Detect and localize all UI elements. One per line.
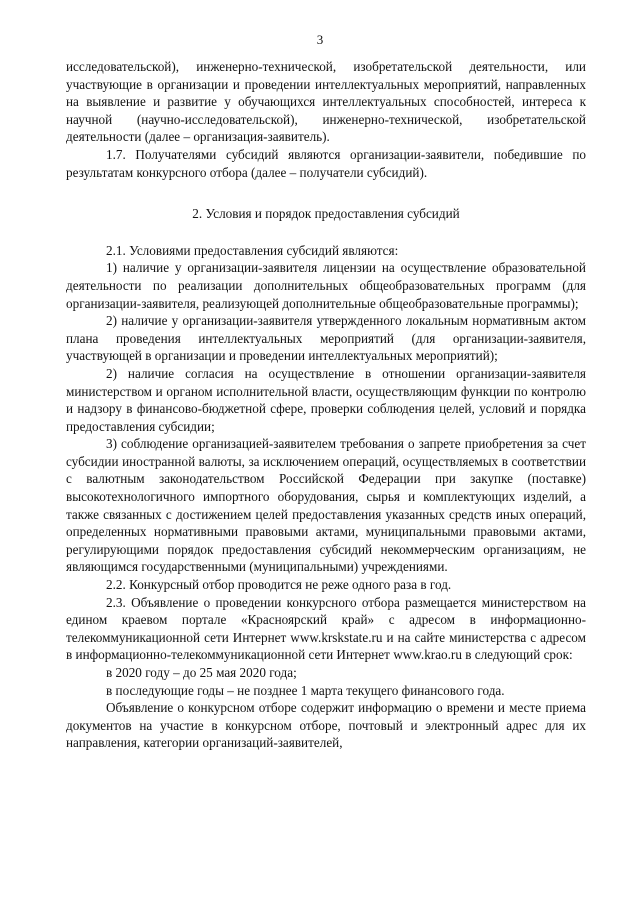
- paragraph-continuation-applicant-definition: исследовательской), инженерно-технической, изобретательской деятельности, или участвующие в организации и проведении интеллектуальных мероприятий, направленных на выявление и развитие у обучающихся интеллектуальных способностей, интереса к научной (научно-исследовательской), инженерно-технической, изобретательской деятельности (далее – организация-заявитель).: [66, 59, 586, 145]
- list-item-currency-prohibition: 3) соблюдение организацией-заявителем требования о запрете приобретения за счет субсидии иностранной валюты, за исключением операций, осуществляемых в соответствии с валютным законодательством Российской Федерации при закупке (поставке) высокотехнологичного импортного оборудования, сырья и комплектующих изделий, а также связанных с достижением целей предоставления указанных средств иных операций, определенных нормативными правовыми актами, муниципальными правовыми актами, регулирующими порядок предоставления субсидий некоммерческим организациям, не являющимся государственными (муниципальными) учреждениями.: [66, 436, 586, 575]
- spacer: [66, 223, 586, 242]
- paragraph-1-7-subsidy-recipients: 1.7. Получателями субсидий являются организации-заявители, победившие по результатам конкурсного отбора (далее – получатели субсидий).: [66, 146, 586, 180]
- list-item-inspection-consent: 2) наличие согласия на осуществление в отношении организации-заявителя министерством и органом исполнительной власти, осуществляющим функции по контролю и надзору в финансово-бюджетной сфере, проверки соблюдения целей, условий и порядка предоставления субсидии;: [66, 365, 586, 434]
- page-number: 3: [316, 32, 324, 47]
- paragraph-deadline-following-years: в последующие годы – не позднее 1 марта текущего финансового года.: [106, 682, 505, 698]
- paragraph-2-2-competition-frequency: 2.2. Конкурсный отбор проводится не реже одного раза в год.: [106, 577, 452, 593]
- list-item-event-plan: 2) наличие у организации-заявителя утвержденного локальным нормативным актом плана проведения интеллектуальных мероприятий (для организации-заявителя, участвующей в организации и проведении интеллектуальных мероприятий);: [66, 313, 586, 364]
- paragraph-deadline-2020: в 2020 году – до 25 мая 2020 года;: [106, 665, 297, 680]
- paragraph-2-1-conditions: 2.1. Условиями предоставления субсидий являются:: [106, 242, 399, 258]
- paragraph-announcement-contents: Объявление о конкурсном отборе содержит информацию о времени и месте приема документов на участие в конкурсном отборе, почтовый и электронный адрес для их направления, категории организаций-заявителей,: [66, 700, 586, 751]
- paragraph-2-3-announcement: 2.3. Объявление о проведении конкурсного отбора размещается министерством на едином краевом портале «Красноярский край» с адресом в информационно-телекоммуникационной сети Интернет www.krskstate.ru и на сайте министерства с адресом в информационно-телекоммуникационной сети Интернет www.krao.ru в следующий срок:: [66, 594, 586, 663]
- document-body: [66, 58, 586, 752]
- list-item-license: 1) наличие у организации-заявителя лицензии на осуществление образовательной деятельности по реализации дополнительных общеобразовательных программ (для организации-заявителя, реализующей дополнительные общеобразовательные программы);: [66, 260, 586, 311]
- spacer: [66, 181, 586, 205]
- section-heading: 2. Условия и порядок предоставления субсидий: [192, 206, 460, 222]
